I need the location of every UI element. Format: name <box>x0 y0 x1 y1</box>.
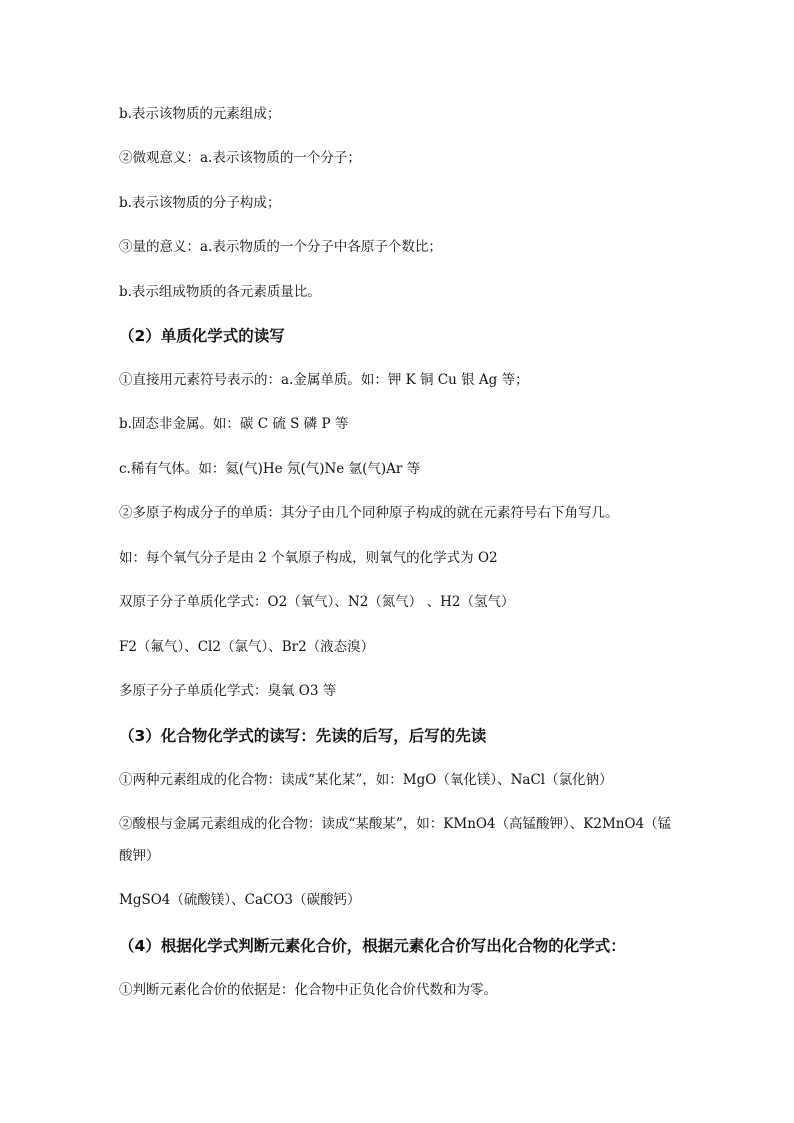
text-line: F2（氟气）、Cl2（氯气）、Br2（液态溴） <box>119 639 375 655</box>
text-line: ②酸根与金属元素组成的化合物：读成“某酸某”，如：KMnO4（高锰酸钾）、K2MnO4（锰酸钾） <box>119 816 672 864</box>
text-line: b.表示该物质的分子构成； <box>119 195 281 211</box>
text-line: b.表示该物质的元素组成； <box>119 106 281 122</box>
text-line: 多原子分子单质化学式：臭氧 O3 等 <box>119 683 337 699</box>
text-line: 双原子分子单质化学式：O2（氧气）、N2（氮气） 、H2（氢气） <box>119 594 515 610</box>
text-line: ③量的意义：a.表示物质的一个分子中各原子个数比； <box>119 239 442 255</box>
text-line: b.表示组成物质的各元素质量比。 <box>119 284 321 300</box>
text-line: ①两种元素组成的化合物：读成“某化某”，如：MgO（氧化镁）、NaCl（氯化钠） <box>119 772 613 788</box>
text-line: ②微观意义：a.表示该物质的一个分子； <box>119 150 361 166</box>
text-line: MgSO4（硫酸镁）、CaCO3（碳酸钙） <box>119 892 361 908</box>
text-line: ①判断元素化合价的依据是：化合物中正负化合价代数和为零。 <box>119 982 497 998</box>
text-line: 如：每个氧气分子是由 2 个氧原子构成，则氧气的化学式为 O2 <box>119 550 498 566</box>
text-line: b.固态非金属。如：碳 C 硫 S 磷 P 等 <box>119 416 349 432</box>
section-heading: （2）单质化学式的读写 <box>119 327 285 345</box>
section-heading: （3）化合物化学式的读写：先读的后写，后写的先读 <box>119 727 487 745</box>
section-heading: （4）根据化学式判断元素化合价，根据元素化合价写出化合物的化学式： <box>119 937 626 955</box>
text-line: c.稀有气体。如：氦(气)He 氖(气)Ne 氩(气)Ar 等 <box>119 461 421 477</box>
text-line: ①直接用元素符号表示的：a.金属单质。如：钾 K 铜 Cu 银 Ag 等； <box>119 372 529 388</box>
text-line: ②多原子构成分子的单质：其分子由几个同种原子构成的就在元素符号右下角写几。 <box>119 505 619 521</box>
